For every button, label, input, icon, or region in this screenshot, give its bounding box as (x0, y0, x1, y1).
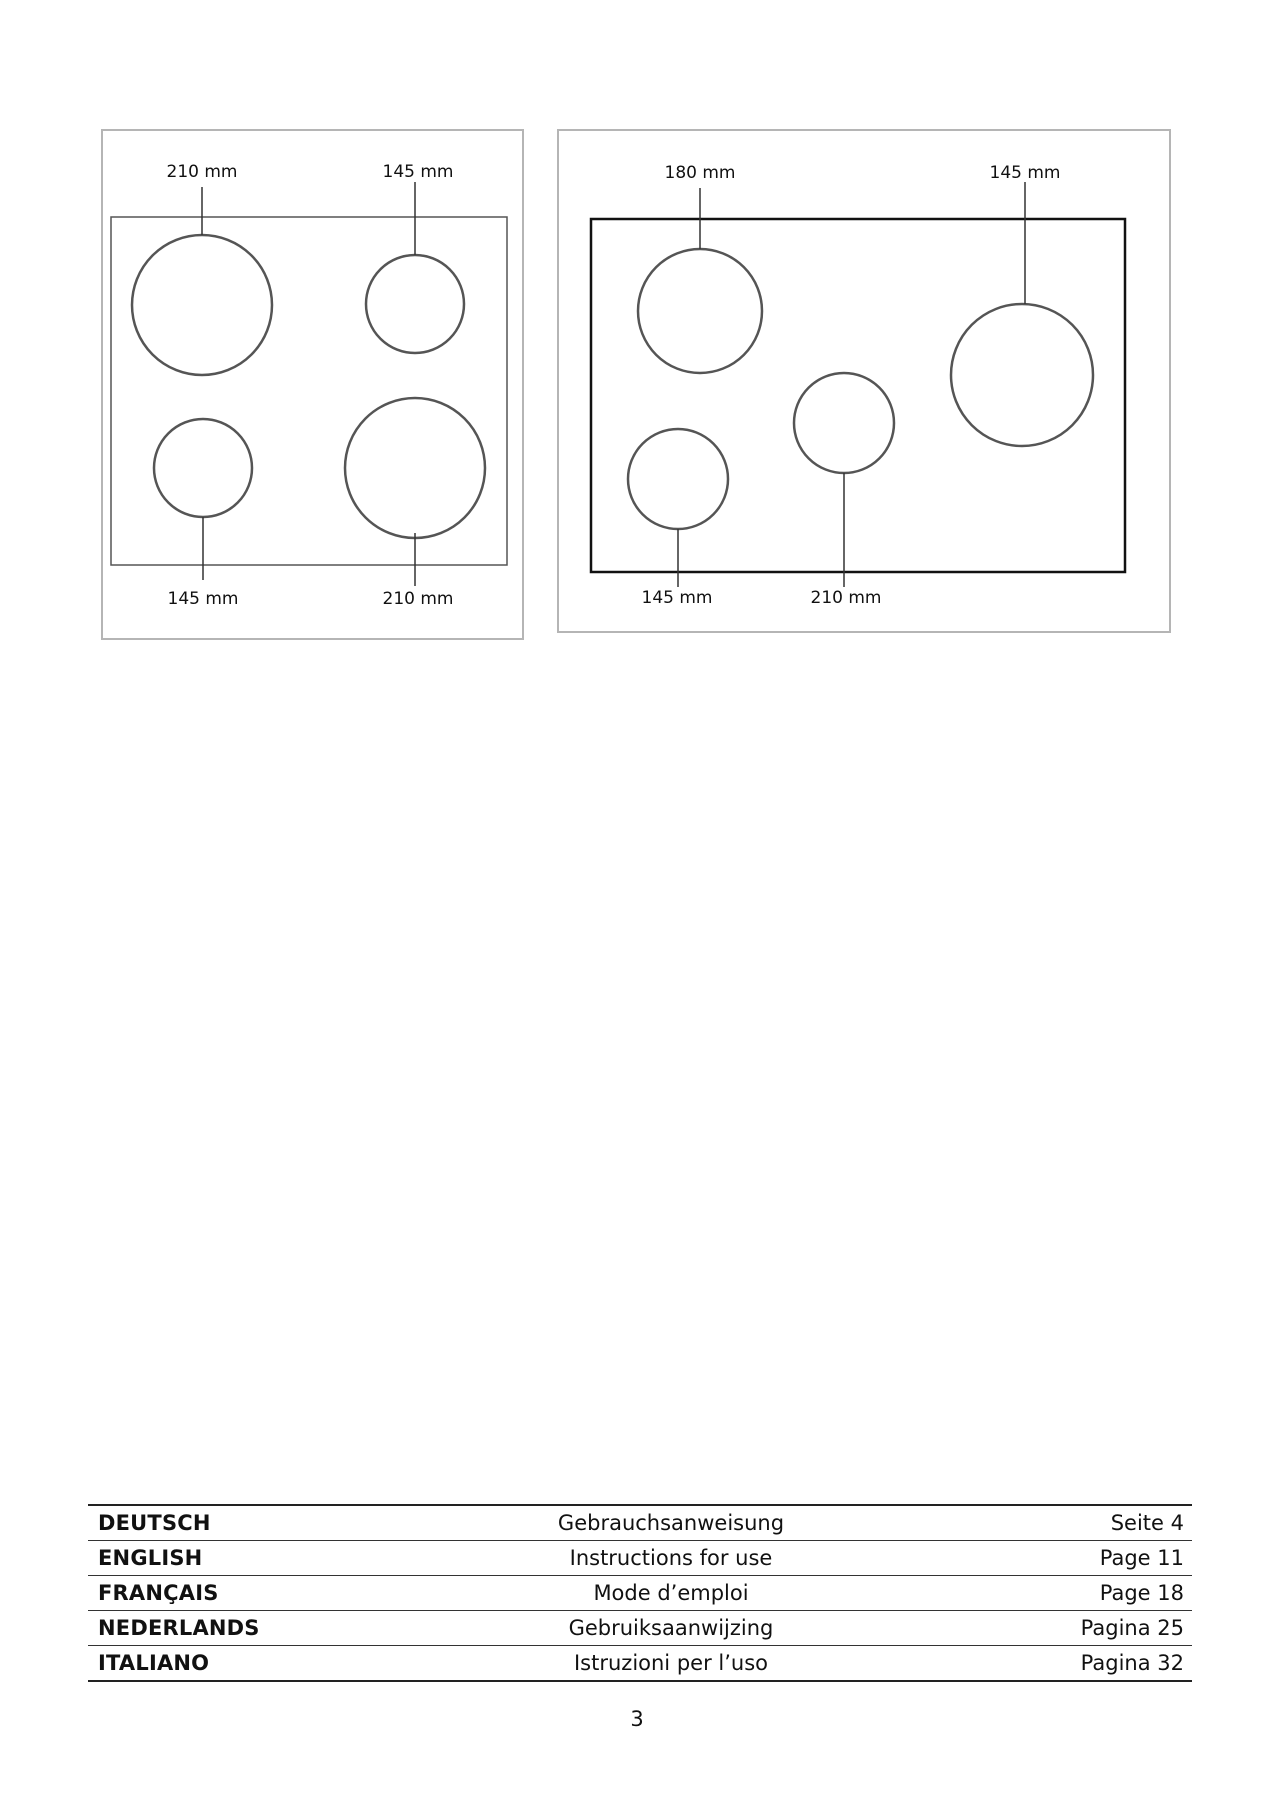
toc-language: NEDERLANDS (98, 1616, 260, 1640)
cooking-zone-210-middle (794, 373, 894, 473)
page-number: 3 (630, 1707, 644, 1731)
toc-title: Gebrauchsanweisung (557, 1511, 785, 1535)
toc-row-italiano (88, 1646, 1192, 1682)
toc-page: Seite 4 (1110, 1511, 1184, 1535)
toc-row-deutsch (88, 1506, 1192, 1541)
diagram-frame (558, 130, 1170, 632)
language-contents-table (88, 1504, 1192, 1682)
dimension-label: 145 mm (382, 162, 454, 182)
dimension-label: 145 mm (989, 163, 1061, 183)
dimension-label: 210 mm (166, 162, 238, 182)
toc-row-english (88, 1541, 1192, 1576)
toc-page: Pagina 25 (1080, 1616, 1184, 1640)
hob-diagram-left-svg (100, 128, 525, 643)
toc-row-francais (88, 1576, 1192, 1611)
dimension-label: 210 mm (810, 588, 882, 608)
toc-page: Page 11 (1099, 1546, 1184, 1570)
dimension-label: 145 mm (167, 589, 239, 609)
toc-language: ENGLISH (98, 1546, 203, 1570)
cooking-zone-210-top-left (132, 235, 272, 375)
toc-page: Pagina 32 (1080, 1651, 1184, 1675)
dimension-label: 210 mm (382, 589, 454, 609)
toc-language: DEUTSCH (98, 1511, 211, 1535)
toc-language: ITALIANO (98, 1651, 210, 1675)
cooking-zone-180-top-left (638, 249, 762, 373)
dimension-label: 145 mm (641, 588, 713, 608)
hob-outline (591, 219, 1125, 572)
toc-title: Gebruiksaanwijzing (568, 1616, 774, 1640)
hob-diagram-staggered-zones (556, 128, 1172, 636)
hob-outline (111, 217, 507, 565)
hob-diagram-four-zones (100, 128, 525, 643)
cooking-zone-145-top-right (366, 255, 464, 353)
cooking-zone-145-bottom-left (628, 429, 728, 529)
toc-language: FRANÇAIS (98, 1581, 219, 1605)
toc-title: Istruzioni per l’uso (573, 1651, 768, 1675)
dimension-label: 180 mm (664, 163, 736, 183)
cooking-zone-145-bottom-left (154, 419, 252, 517)
diagram-frame (102, 130, 523, 639)
cooking-zone-145-right (951, 304, 1093, 446)
cooking-zone-210-bottom-right (345, 398, 485, 538)
toc-title: Instructions for use (569, 1546, 773, 1570)
toc-row-nederlands (88, 1611, 1192, 1646)
hob-diagram-right-svg (556, 128, 1172, 636)
toc-page: Page 18 (1099, 1581, 1184, 1605)
toc-title: Mode d’emploi (593, 1581, 749, 1605)
